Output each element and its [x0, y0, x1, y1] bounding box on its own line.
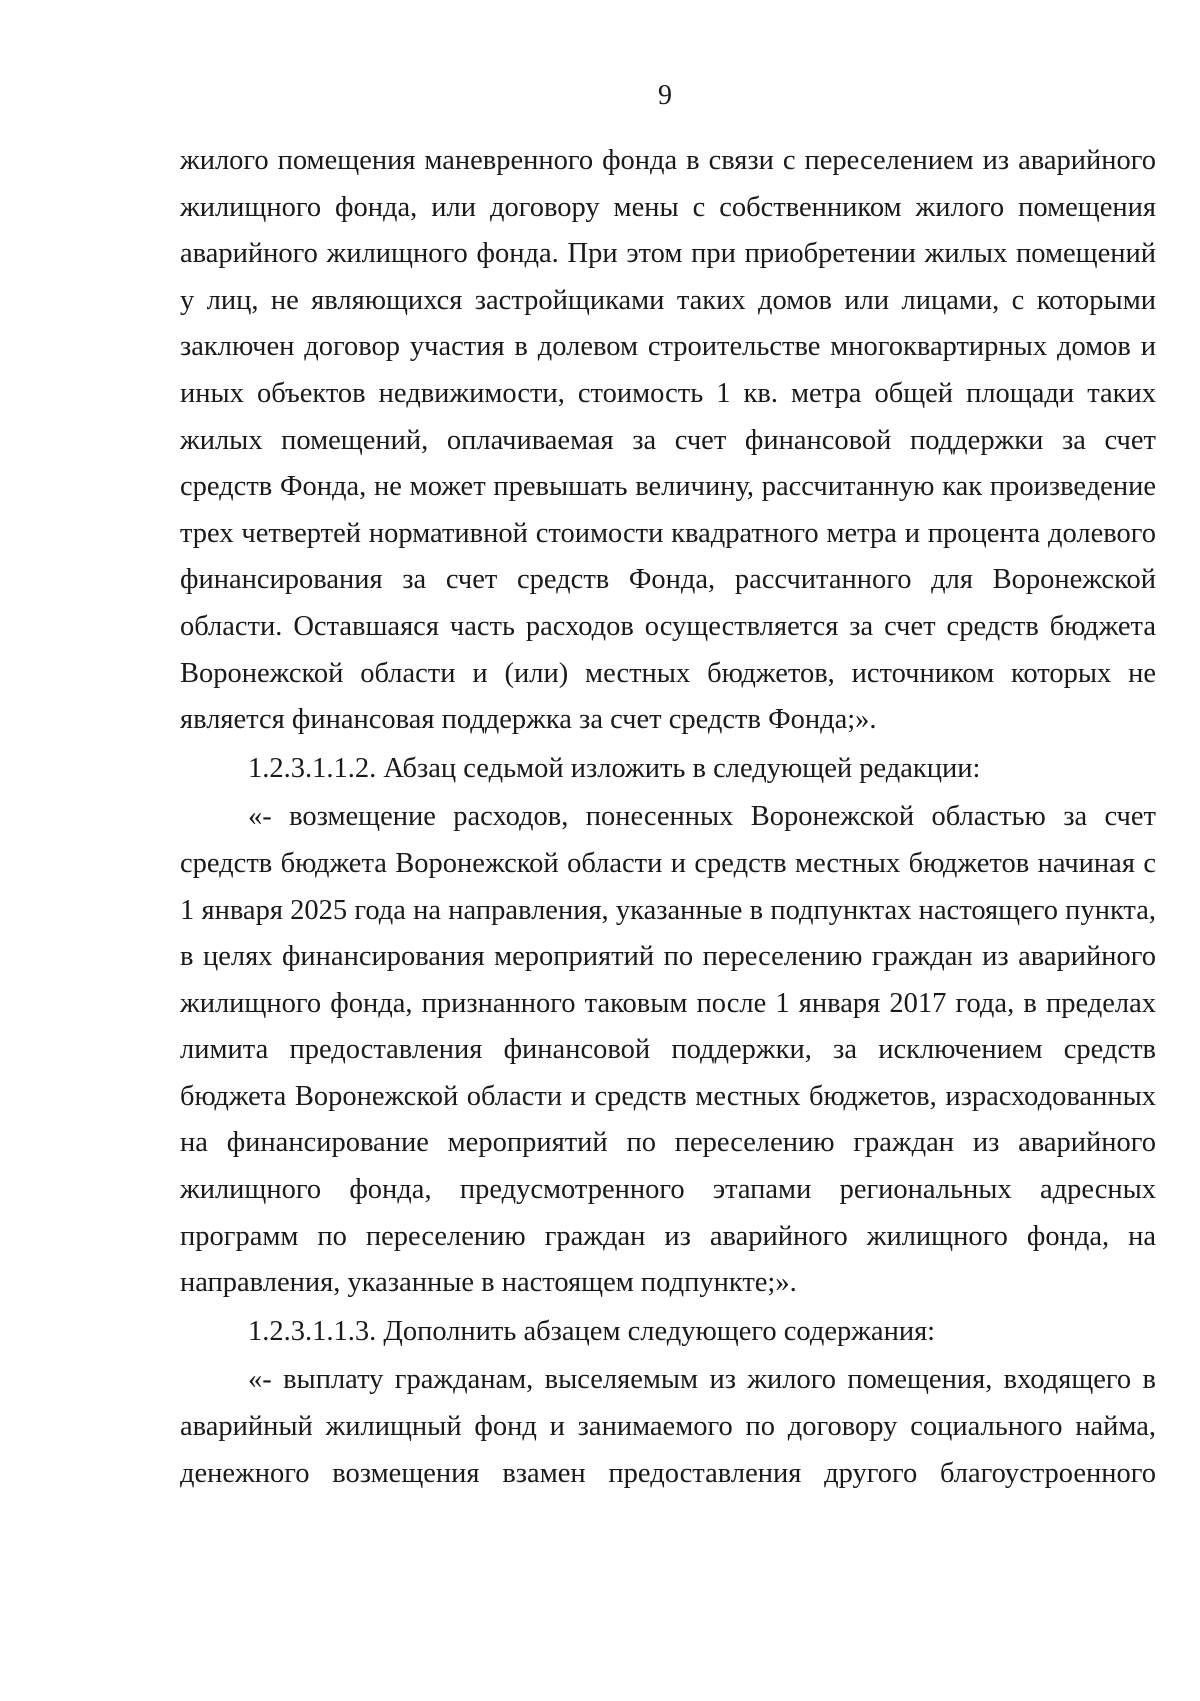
paragraph-quote-reimbursement: «- возмещение расходов, понесенных Воронежской областью за счет средств бюджета Воронежской области и средств местных бюджетов начиная с 1 января 2025 года на направления, указанные в подпунктах настоящего пункта, в целях финансирования мероприятий по переселению граждан из аварийного жилищного фонда, признанного таковым после 1 января 2017 года, в пределах лимита предоставления финансовой поддержки, за исключением средств бюджета Воронежской области и средств местных бюджетов, израсходованных на финансирование мероприятий по переселению граждан из аварийного жилищного фонда, предусмотренного этапами региональных адресных программ по переселению граждан из аварийного жилищного фонда, на направления, указанные в настоящем подпункте;».	[180, 801, 1156, 1299]
document-body	[180, 138, 1156, 1499]
paragraph-continuation: жилого помещения маневренного фонда в связи с переселением из аварийного жилищного фонда, или договору мены с собственником жилого помещения аварийного жилищного фонда. При этом при приобретении жилых помещений у лиц, не являющихся застройщиками таких домов или лицами, с которыми заключен договор участия в долевом строительстве многоквартирных домов и иных объектов недвижимости, стоимость 1 кв. метра общей площади таких жилых помещений, оплачиваемая за счет финансовой поддержки за счет средств Фонда, не может превышать величину, рассчитанную как произведение трех четвертей нормативной стоимости квадратного метра и процента долевого финансирования за счет средств Фонда, рассчитанного для Воронежской области. Оставшаяся часть расходов осуществляется за счет средств бюджета Воронежской области и (или) местных бюджетов, источником которых не является финансовая поддержка за счет средств Фонда;».	[180, 145, 1156, 736]
page-number: 9	[658, 80, 672, 111]
paragraph-quote-payment: «- выплату гражданам, выселяемым из жилого помещения, входящего в аварийный жилищный фонд и занимаемого по договору социального найма, денежного возмещения взамен предоставления другого благоустроенного	[180, 1364, 1156, 1489]
paragraph-item-1-2-3-1-1-2: 1.2.3.1.1.2. Абзац седьмой изложить в следующей редакции:	[248, 752, 981, 784]
paragraph-item-1-2-3-1-1-3: 1.2.3.1.1.3. Дополнить абзацем следующего содержания:	[248, 1315, 936, 1347]
